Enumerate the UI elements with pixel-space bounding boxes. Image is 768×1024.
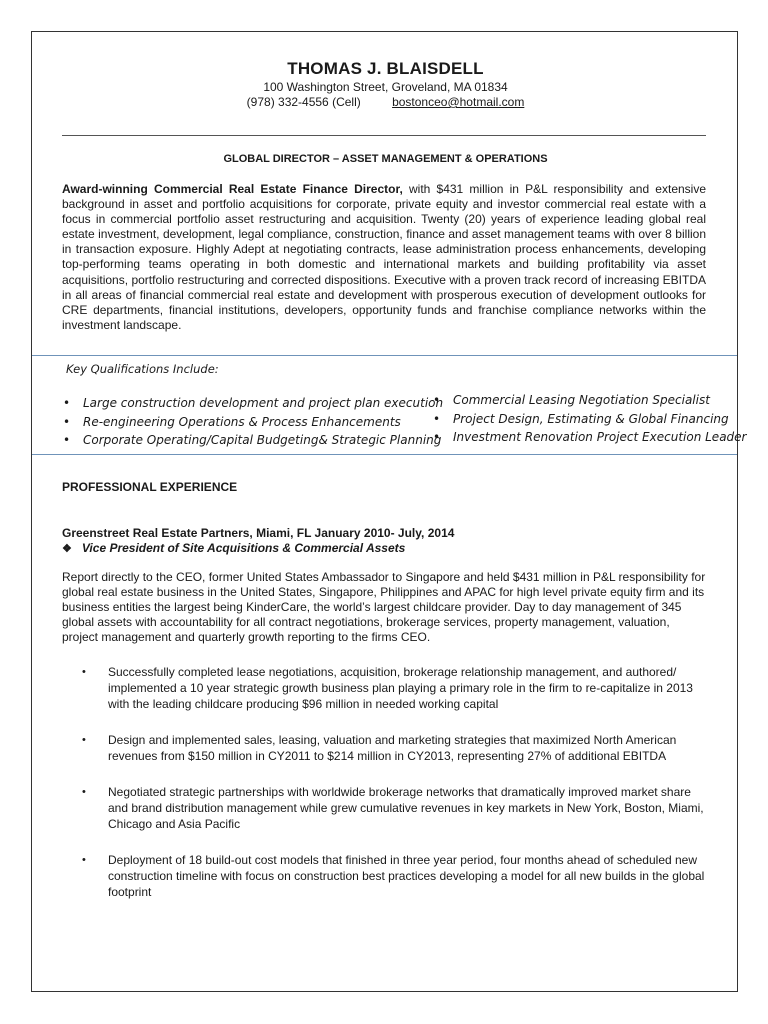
qualifications-title: Key Qualifications Include: (66, 362, 219, 376)
achievement-item: • Negotiated strategic partnerships with worldwide brokerage networks that dramatically improved market share and brand distribution management while grew cumulative revenues in key markets in New York, Boston, Miami, Chicago and Asia Pacific (82, 784, 710, 832)
diamond-bullet-icon: ❖ (62, 543, 72, 555)
summary-lead: Award-winning Commercial Real Estate Finance Director, (62, 182, 403, 196)
qualifications-bottom-divider (32, 454, 737, 455)
role-description: Report directly to the CEO, former United States Ambassador to Singapore and held $431 million in P&L responsibility for global real estate business in the United States, Singapore, Philippines and APAC for high level private equity firm and its business entities the largest being KinderCare, the world’s largest childcare provider. Day to day management of 345 global assets with accountability for all contract negotiations, brokerage services, property management, valuation, project management and quarterly growth reporting to the firms CEO. (62, 570, 706, 645)
qualifications-list-right (433, 393, 746, 449)
achievement-item: • Successfully completed lease negotiations, acquisition, brokerage relationship management, and authored/ implemented a 10 year strategic growth business plan playing a primary role in the firm to re-capitalize in 2013 with the leading childcare producing $96 million in needed working capital (82, 664, 710, 712)
qualification-item: • Investment Renovation Project Execution Leader (433, 430, 746, 449)
candidate-name: THOMAS J. BLAISDELL (287, 59, 484, 78)
summary-paragraph (62, 182, 706, 333)
qualification-item: • Commercial Leasing Negotiation Specialist (433, 393, 746, 412)
header-divider (62, 135, 706, 136)
email-link[interactable]: bostonceo@hotmail.com (392, 95, 525, 109)
summary-body: with $431 million in P&L responsibility and extensive background in asset and portfolio acquisitions for corporate, private equity and investor commercial real estate with a focus in commercial portfolio asset restructuring and acquisition. Twenty (20) years of experience leading global real estate investment, development, legal compliance, construction, finance and asset management teams with over 8 billion in transaction exposure. Highly Adept at negotiating contracts, lease administration process enhancements, developing top-performing teams operating in both domestic and international markets and building profitability via asset acquisitions, portfolio restructuring and corrected dispositions. Executive with a proven track record of increasing EBITDA in all areas of financial commercial real estate and development with prosperous execution of development outlooks for CRE departments, financial institutions, developers, opportunity funds and franchise compliance networks within the investment landscape. (62, 182, 707, 332)
qualification-item: • Large construction development and project plan execution (63, 396, 443, 415)
achievement-item: • Deployment of 18 build-out cost models that finished in three year period, four months ahead of scheduled new construction timeline with focus on construction best practices developing a model for all new builds in the global footprint (82, 852, 710, 900)
job-title-text: Vice President of Site Acquisitions & Commercial Assets (81, 541, 406, 555)
qualifications-list-left (63, 396, 443, 452)
qualification-item: • Corporate Operating/Capital Budgeting& Strategic Planning (63, 433, 443, 452)
resume-page (31, 31, 747, 992)
phone-number: (978) 332-4556 (Cell) (246, 95, 361, 109)
qualification-item: • Project Design, Estimating & Global Financing (433, 412, 746, 431)
achievements-list (82, 664, 710, 900)
qualification-item: • Re-engineering Operations & Process Enhancements (63, 415, 443, 434)
achievement-item: • Design and implemented sales, leasing, valuation and marketing strategies that maximized North American revenues from $150 million in CY2011 to $214 million in CY2013, representing 27% of additional EBITDA (82, 732, 710, 764)
address-line: 100 Washington Street, Groveland, MA 01834 (263, 80, 508, 94)
section-title-experience: PROFESSIONAL EXPERIENCE (62, 480, 238, 494)
company-line: Greenstreet Real Estate Partners, Miami, FL January 2010- July, 2014 (62, 526, 455, 540)
job-title (62, 541, 405, 555)
qualifications-top-divider (32, 355, 737, 356)
contact-line (32, 95, 739, 109)
resume-headline: GLOBAL DIRECTOR – ASSET MANAGEMENT & OPERATIONS (223, 153, 548, 165)
